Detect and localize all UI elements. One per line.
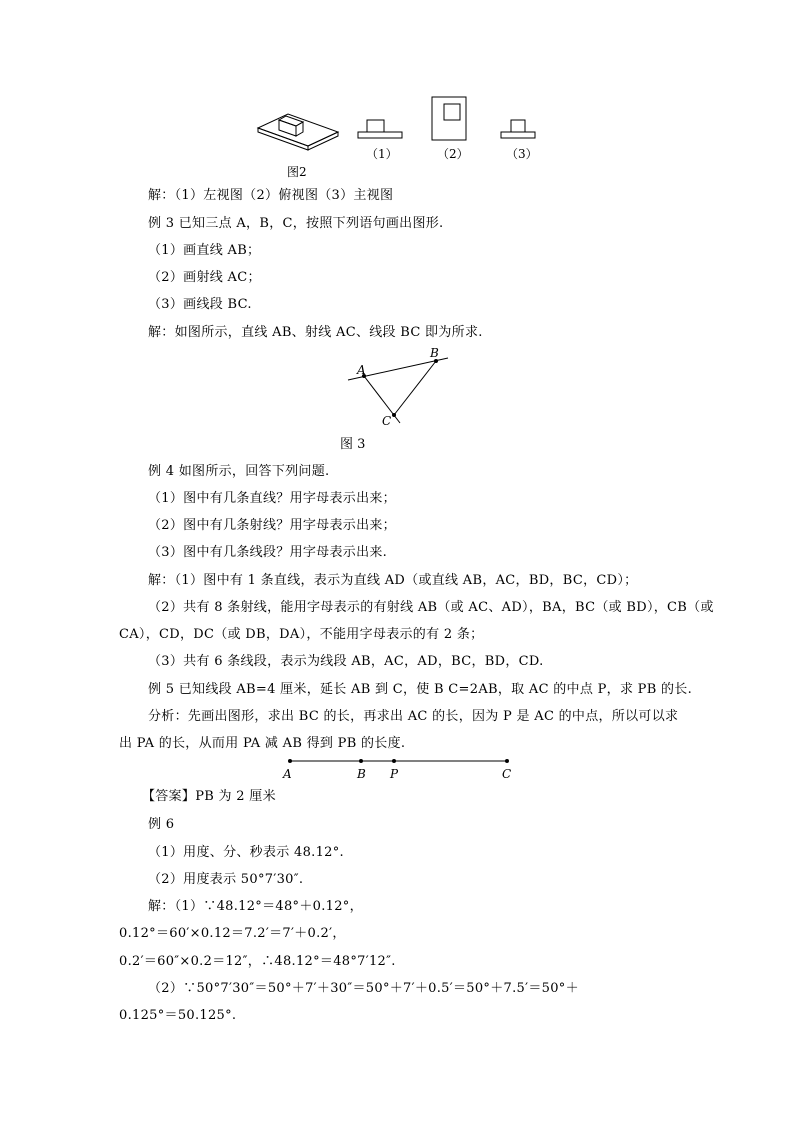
- figure-2: [250, 90, 550, 185]
- text-line: 解：（1）图中有 1 条直线，表示为直线 AD（或直线 AB，AC，BD，BC，CD）；: [148, 573, 638, 588]
- text-line: 解：如图所示，直线 AB、射线 AC、线段 BC 即为所求.: [148, 325, 483, 340]
- segment-bc: [394, 361, 436, 415]
- text-line: 0.12°＝60′×0.12＝7.2′＝7′＋0.2′，: [119, 926, 346, 941]
- figure-segment-abpc: [280, 754, 520, 782]
- label-b: B: [357, 767, 366, 781]
- text-line: 分析：先画出图形，求出 BC 的长，再求出 AC 的长，因为 P 是 AC 的中点，所以可以求: [148, 709, 679, 724]
- text-line: （1）用度、分、秒表示 48.12°.: [148, 845, 344, 860]
- text-line: （1）图中有几条直线？用字母表示出来；: [148, 491, 396, 506]
- text-line: （2）共有 8 条射线，能用字母表示的有射线 AB（或 AC、AD），BA，BC（或 BD），CB（或: [148, 600, 714, 615]
- text-line: 0.125°＝50.125°.: [119, 1008, 237, 1023]
- text-line: 例 4 如图所示，回答下列问题.: [148, 464, 330, 479]
- figure-2-label-1: （1）: [366, 147, 398, 161]
- figure-2-label-3: （3）: [506, 147, 538, 161]
- view-1-drawing: [358, 120, 402, 138]
- label-c: C: [502, 767, 512, 781]
- text-line: （3）共有 6 条线段，表示为线段 AB，AC，AD，BC，BD，CD.: [148, 654, 544, 669]
- text-line: 出 PA 的长，从而用 PA 减 AB 得到 PB 的长度.: [119, 736, 406, 751]
- view-3-drawing: [501, 120, 535, 138]
- label-p: P: [390, 767, 399, 781]
- text-line: 解：（1）∵48.12°＝48°＋0.12°，: [148, 899, 363, 914]
- text-line: （3）图中有几条线段？用字母表示出来.: [148, 545, 388, 560]
- label-b: B: [430, 346, 439, 360]
- text-line: （2）画射线 AC；: [148, 270, 261, 285]
- text-line: 【答案】PB 为 2 厘米: [142, 789, 276, 804]
- text-line: 0.2′＝60″×0.2＝12″，∴48.12°＝48°7′12″.: [119, 954, 396, 969]
- text-line: 例 6: [148, 817, 175, 832]
- text-line: 例 3 已知三点 A，B，C，按照下列语句画出图形.: [148, 216, 444, 231]
- solid-object-drawing: [258, 114, 338, 150]
- figure-3: [340, 345, 460, 455]
- text-line: （2）图中有几条射线？用字母表示出来；: [148, 518, 396, 533]
- view-2-drawing: [432, 97, 466, 140]
- label-a: A: [357, 363, 366, 377]
- text-line: 解：（1）左视图（2）俯视图（3）主视图: [148, 188, 394, 203]
- label-c: C: [382, 414, 392, 428]
- point-a: [288, 759, 292, 763]
- text-line: （1）画直线 AB；: [148, 243, 261, 258]
- text-line: （3）画线段 BC.: [148, 297, 252, 312]
- text-line: （2）∵50°7′30″＝50°＋7′＋30″＝50°＋7′＋0.5′＝50°＋7.5′＝50°＋: [148, 981, 579, 996]
- point-c: [505, 759, 509, 763]
- point-c: [392, 413, 396, 417]
- text-line: （2）用度表示 50°7′30″.: [148, 872, 304, 887]
- label-a: A: [283, 767, 292, 781]
- figure-3-caption: 图 3: [340, 437, 366, 452]
- text-line: CA），CD，DC（或 DB，DA），不能用字母表示的有 2 条；: [119, 627, 484, 642]
- point-b: [359, 759, 363, 763]
- figure-2-label-2: （2）: [437, 147, 469, 161]
- text-line: 例 5 已知线段 AB=4 厘米，延长 AB 到 C，使 B C=2AB，取 AC 的中点 P，求 PB 的长.: [148, 682, 693, 697]
- figure-2-caption: 图2: [287, 165, 307, 179]
- point-p: [392, 759, 396, 763]
